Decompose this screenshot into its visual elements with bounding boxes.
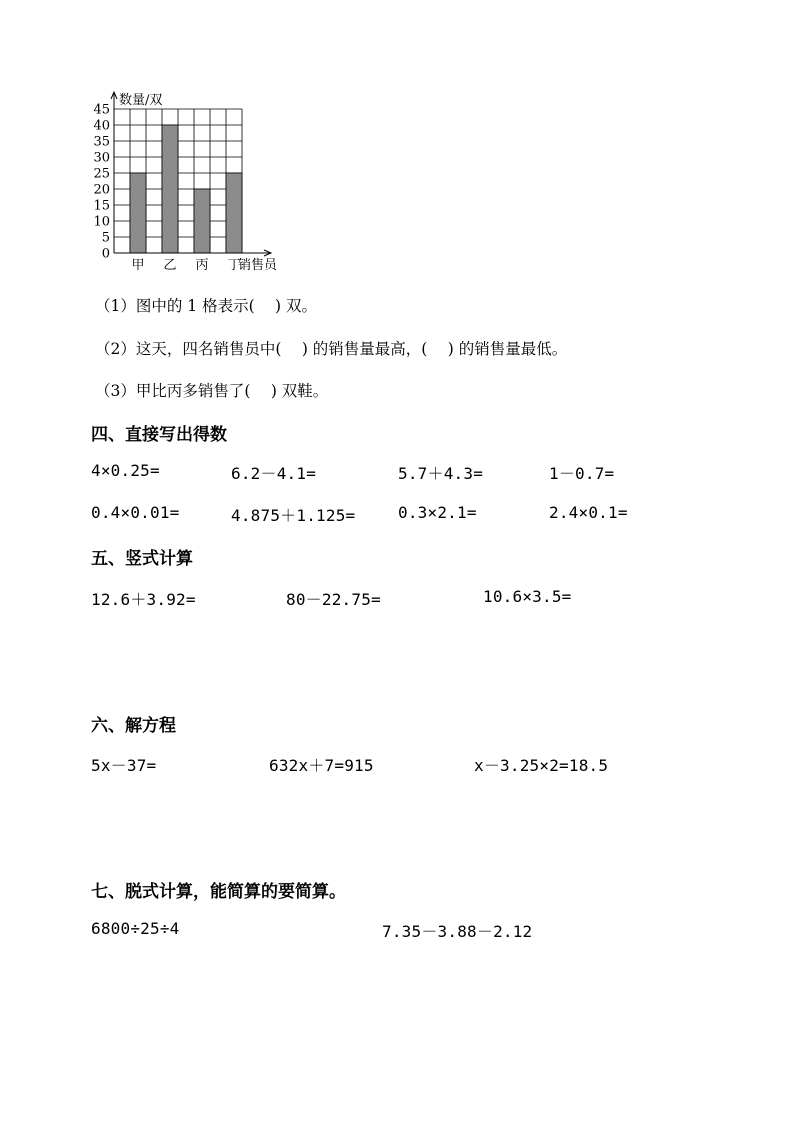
section-4-title: 四、直接写出得数: [91, 425, 227, 445]
equation-item: 5x－37=: [91, 756, 157, 775]
y-tick-label: 40: [93, 118, 110, 134]
bar-甲: [130, 173, 146, 253]
calc-item: 1－0.7=: [549, 464, 615, 483]
stepwise-calc-item: 6800÷25÷4: [91, 919, 180, 938]
y-tick-label: 10: [93, 214, 110, 230]
x-category-label: 甲: [131, 258, 145, 273]
y-tick-label: 5: [101, 230, 110, 246]
vertical-calc-item: 80－22.75=: [286, 590, 381, 609]
calc-item: 6.2－4.1=: [231, 464, 317, 483]
bar-乙: [162, 125, 178, 253]
vertical-calc-item: 10.6×3.5=: [483, 587, 572, 606]
bar-丁: [226, 173, 242, 253]
x-category-label: 丁: [227, 258, 241, 273]
calc-item: 4×0.25=: [91, 461, 160, 480]
question-3: （3）甲比丙多销售了( ) 双鞋。: [95, 382, 329, 400]
question-2: （2）这天，四名销售员中( ) 的销售量最高，( ) 的销售量最低。: [95, 340, 568, 358]
calc-item: 0.3×2.1=: [398, 503, 477, 522]
equation-item: 632x＋7=915: [269, 756, 374, 775]
y-tick-label: 20: [93, 182, 110, 198]
section-5-title: 五、竖式计算: [91, 549, 193, 569]
y-tick-label: 25: [93, 166, 110, 182]
bar-丙: [194, 189, 210, 253]
calc-item: 0.4×0.01=: [91, 503, 180, 522]
calc-item: 5.7＋4.3=: [398, 464, 484, 483]
equation-item: x－3.25×2=18.5: [474, 756, 609, 775]
x-axis-title: 销售员: [238, 258, 278, 273]
section-6-title: 六、解方程: [91, 716, 176, 736]
x-category-label: 丙: [195, 258, 209, 273]
y-tick-label: 35: [93, 134, 110, 150]
stepwise-calc-item: 7.35－3.88－2.12: [382, 922, 533, 941]
y-tick-label: 0: [101, 246, 110, 262]
vertical-calc-item: 12.6＋3.92=: [91, 590, 196, 609]
calc-item: 4.875＋1.125=: [231, 506, 356, 525]
y-axis-title: 数量/双: [119, 93, 163, 108]
y-tick-label: 30: [93, 150, 110, 166]
question-1: （1）图中的 1 格表示( ) 双。: [95, 297, 318, 315]
chart-labels: [93, 92, 278, 273]
x-category-label: 乙: [163, 258, 177, 273]
y-tick-label: 45: [93, 102, 110, 118]
section-7-title: 七、脱式计算，能简算的要简算。: [91, 882, 346, 902]
bar-chart: [88, 84, 318, 274]
calc-item: 2.4×0.1=: [549, 503, 628, 522]
y-tick-label: 15: [93, 198, 110, 214]
